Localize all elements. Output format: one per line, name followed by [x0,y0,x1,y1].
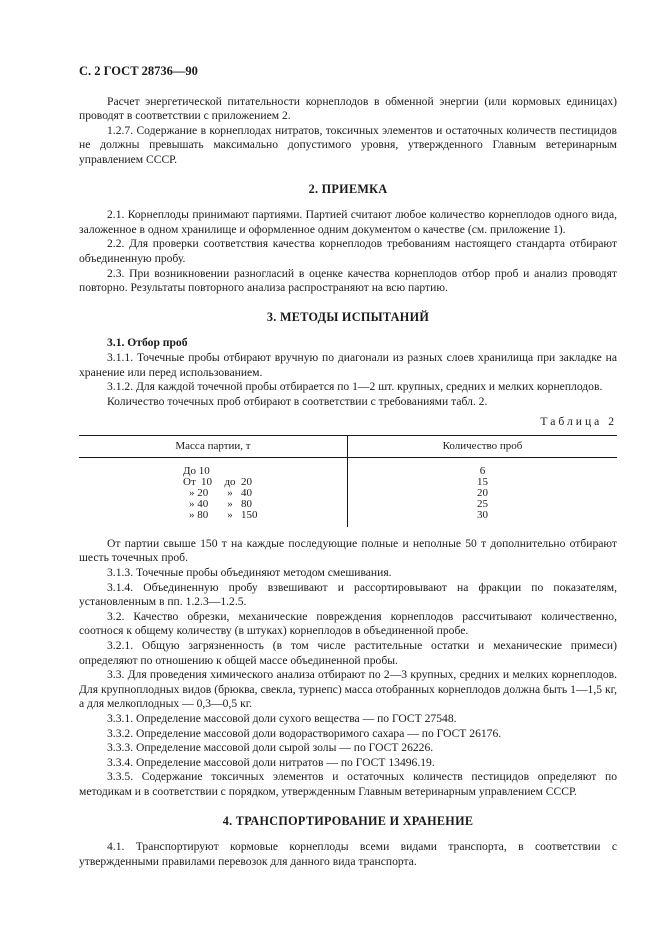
table-cell: 30 [477,508,488,521]
paragraph: 3.2. Качество обрезки, механические повреждения корнеплодов рассчитывают количественно, соотнося к общему количеству (в штуках) корнеплодов в объединенной пробе. [79,609,617,638]
section-title: 4. ТРАНСПОРТИРОВАНИЕ И ХРАНЕНИЕ [222,813,474,828]
paragraph: 3.1.3. Точечные пробы объединяют методом смешивания. [107,566,392,580]
table-cell: » [227,497,233,510]
paragraph: 2.1. Корнеплоды принимают партиями. Партией считают любое количество корнеплодов одного вида, заложенное в одном хранилище и оформленное одним документом о качестве (см. приложение 1). [79,208,617,236]
table-cell: 25 [477,497,488,510]
table-cell: 10 [201,475,212,488]
document-page [79,64,617,869]
table-cell: » [227,486,233,499]
table-row [79,499,347,510]
paragraph: 2.3. При возникновении разногласий в оценке качества корнеплодов отбор проб и анализ проводят повторно. Результаты повторного анализа распространяют на всю партию. [79,266,617,295]
column-header-mass: Масса партии, т [79,435,348,457]
table-cell: 20 [477,486,488,499]
section-title: 2. ПРИЕМКА [308,181,388,196]
table-caption: Таблица 2 [540,415,617,429]
subsection-title: 3.1. Отбор проб [107,336,188,350]
paragraph: 1.2.7. Содержание в корнеплодах нитратов, токсичных элементов и остаточных количеств пестицидов не должны превышать максимально допустимого уровня, утвержденного Главным ветеринарным управлением СССР. [79,123,617,166]
paragraph: 3.2.1. Общую загрязненность (в том числе растительные остатки и механические примеси) определяют по отношению к общей массе объединенной пробы. [79,639,617,667]
table-cell: 80 [241,497,252,510]
table-cell: 15 [477,475,488,488]
paragraph: Количество точечных проб отбирают в соответствии с требованиями табл. 2. [107,394,488,408]
paragraph: 3.1.2. Для каждой точечной пробы отбирается по 1—2 шт. крупных, средних и мелких корнеплодов. [107,380,603,394]
section-title: 3. МЕТОДЫ ИСПЫТАНИЙ [266,309,430,324]
paragraph: 3.1.1. Точечные пробы отбирают вручную по диагонали из разных слоев хранилища при закладке на хранение или перед использованием. [79,350,617,379]
table-cell: 150 [241,508,258,521]
paragraph: 3.3.4. Определение массовой доли нитратов — по ГОСТ 13496.19. [107,755,435,769]
table-cell: до [224,475,236,488]
paragraph: Расчет энергетической питательности корнеплодов в обменной энергии (или кормовых единицах) проводят в соответствии с приложением 2. [79,94,617,123]
paragraph: 3.3.2. Определение массовой доли водорастворимого сахара — по ГОСТ 26176. [107,726,502,740]
paragraph: 3.3.1. Определение массовой доли сухого вещества — по ГОСТ 27548. [107,712,457,725]
table-row [79,488,347,499]
paragraph: От партии свыше 150 т на каждые последующие полные и неполные 50 т дополнительно отбирают шесть точечных проб. [79,536,617,565]
table-cell: » [227,508,233,521]
table-row [79,477,347,488]
paragraph: 2.2. Для проверки соответствия качества корнеплодов требованиям настоящего стандарта отбирают объединенную пробу. [79,237,617,265]
paragraph: 3.3. Для проведения химического анализа отбирают по 2—3 крупных, средних и мелких корнеплодов. Для крупноплодных видов (брюква, свекла, турнепс) масса отобранных корнеплодов должна быть 1—1,5 кг, а для мелкоплодных — 0,3—0,5 кг. [79,668,617,711]
table-cell: 40 [241,486,252,499]
table-cell: » 20 [189,486,209,499]
paragraph: 4.1. Транспортируют кормовые корнеплоды всеми видами транспорта, в соответствии с утвержденными правилами перевозок для данного вида транспорта. [79,840,617,868]
table-row [79,510,347,521]
mass-column [79,457,348,527]
samples-table [79,435,617,527]
table-cell: До 10 [183,464,210,477]
table-cell: » 80 [189,508,209,521]
table-cell: » 40 [189,497,209,510]
paragraph: 3.3.5. Содержание токсичных элементов и остаточных количеств пестицидов определяют по методикам и в соответствии с порядком, утвержденным Главным ветеринарным управлением СССР. [79,770,617,798]
table-cell: От [183,475,196,488]
table-cell: 6 [479,464,486,477]
page-header: С. 2 ГОСТ 28736—90 [79,64,198,78]
column-header-count: Количество проб [348,435,618,457]
paragraph: 3.1.4. Объединенную пробу взвешивают и рассортировывают на фракции по показателям, установленным в пп. 1.2.3—1.2.5. [79,580,617,609]
count-column [348,457,618,527]
paragraph: 3.3.3. Определение массовой доли сырой золы — по ГОСТ 26226. [107,741,434,755]
table-cell: 20 [241,475,252,488]
